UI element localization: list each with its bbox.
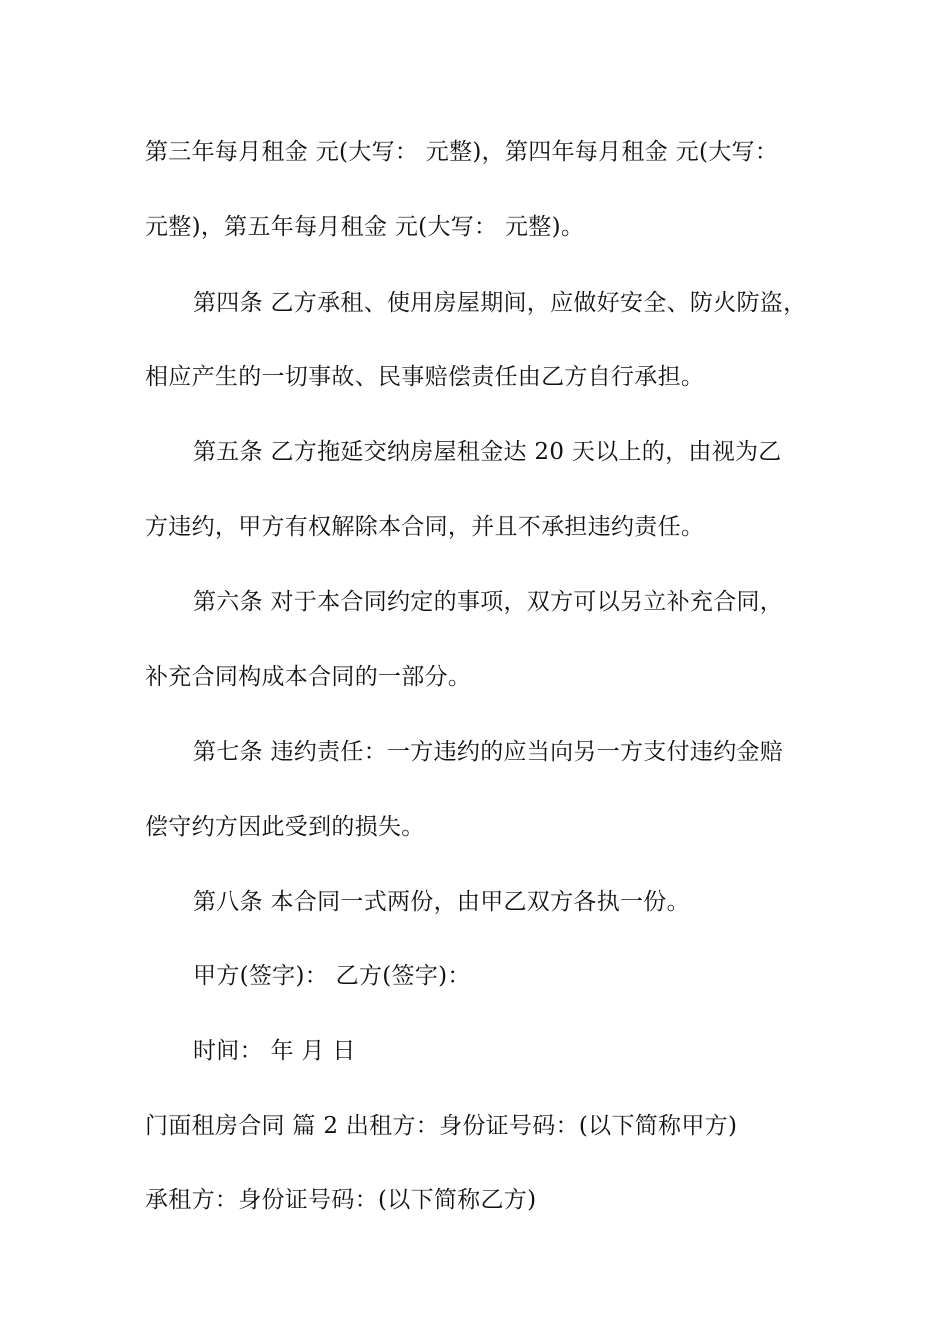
signature-line: 甲方(签字)： 乙方(签字)： (193, 963, 471, 989)
article-4-line-1: 第四条 乙方承租、使用房屋期间，应做好安全、防火防盗， (193, 290, 807, 316)
contract-2-heading-line: 门面租房合同 篇 2 出租方：身份证号码：(以下简称甲方) (145, 1113, 738, 1139)
article-7-line-2: 偿守约方因此受到的损失。 (145, 814, 425, 840)
article-7-line-1: 第七条 违约责任：一方违约的应当向另一方支付违约金赔 (193, 739, 784, 765)
text-line-1: 第三年每月租金 元(大写： 元整)，第四年每月租金 元(大写： (145, 139, 779, 165)
text-line-2: 元整)，第五年每月租金 元(大写： 元整)。 (145, 214, 585, 240)
date-line: 时间： 年 月 日 (193, 1038, 356, 1064)
article-6-line-1: 第六条 对于本合同约定的事项，双方可以另立补充合同， (193, 589, 784, 615)
article-6-line-2: 补充合同构成本合同的一部分。 (145, 664, 472, 690)
article-5-line-1: 第五条 乙方拖延交纳房屋租金达 20 天以上的，由视为乙 (193, 439, 782, 465)
article-4-line-2: 相应产生的一切事故、民事赔偿责任由乙方自行承担。 (145, 364, 705, 390)
article-8-line: 第八条 本合同一式两份，由甲乙双方各执一份。 (193, 889, 690, 915)
lessee-line: 承租方：身份证号码：(以下简称乙方) (145, 1187, 537, 1213)
article-5-line-2: 方违约，甲方有权解除本合同，并且不承担违约责任。 (145, 514, 705, 540)
